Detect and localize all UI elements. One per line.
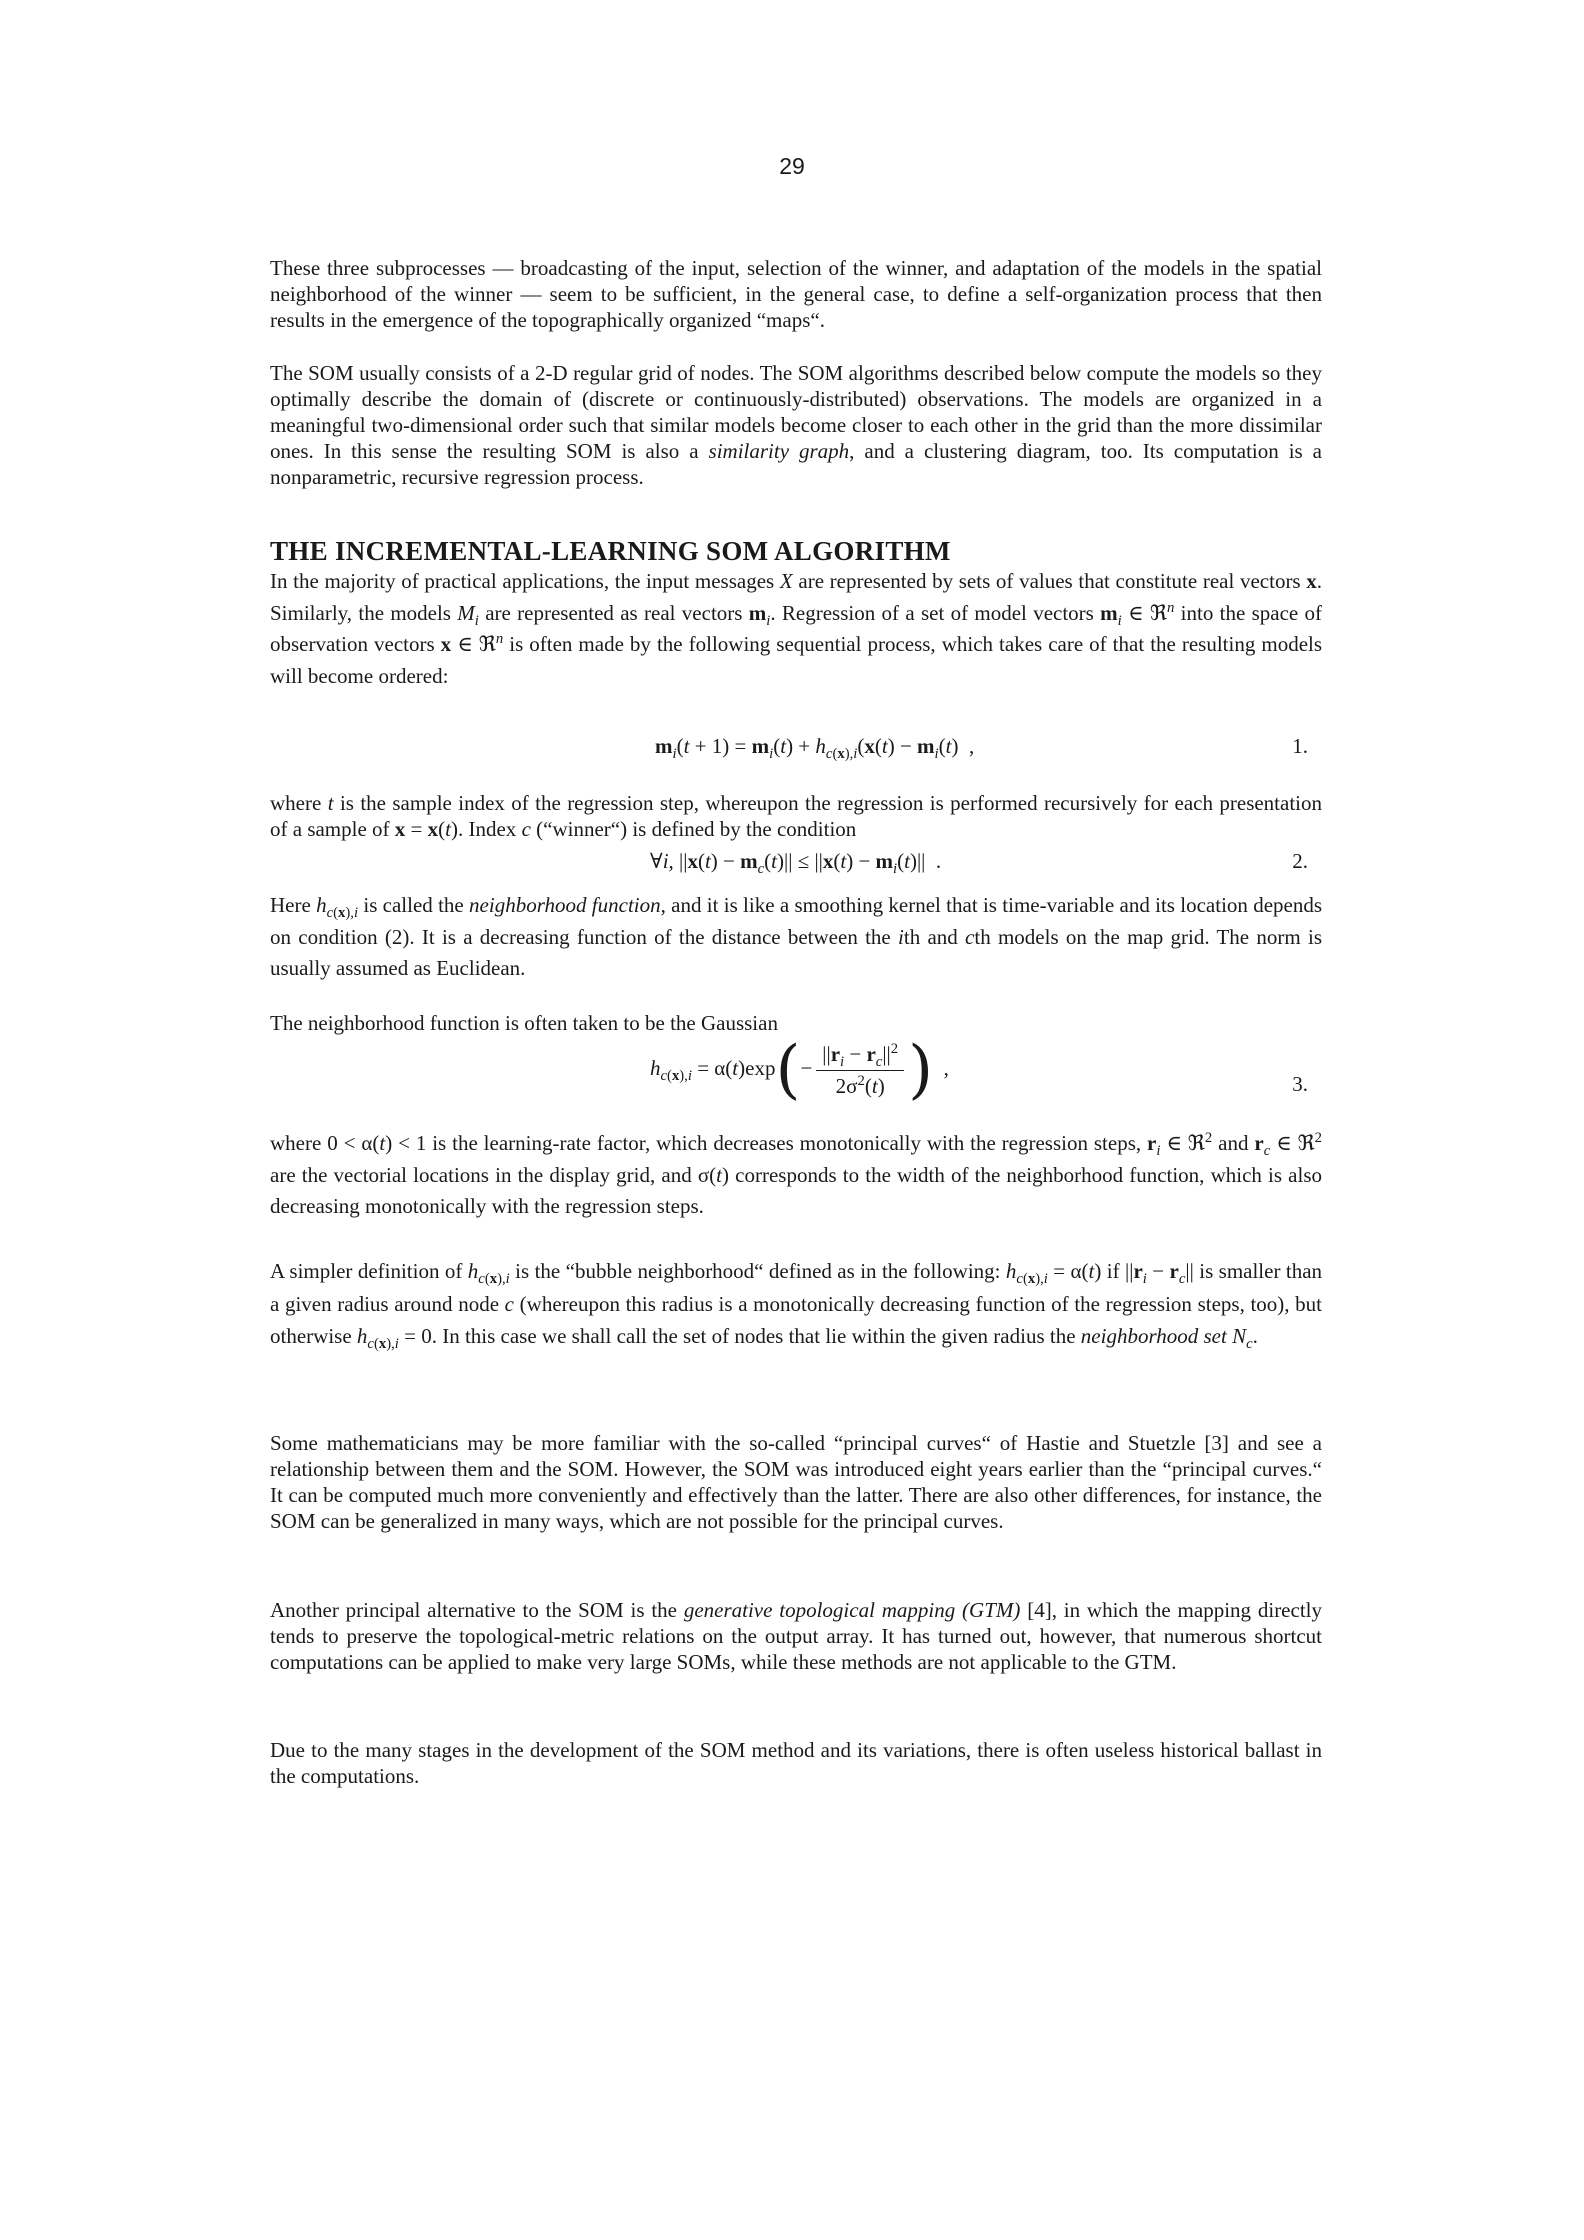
equation-2-formula: ∀i, $||x(t) - m_c(t)|| \le ||x(t) - m_i(t)||$ . [650, 849, 942, 878]
paragraph-text: In the majority of practical applications, the input messages X are represented by sets of values that constitute real vectors x. Similarly, the models $M_i$ are represented as real vectors $m_i$. Regression of a set of model vectors $m_i$ ∈ ℜ$^n$ into the space of observation vectors x ∈ ℜ$^n$ is often made by the following sequential process, which takes care of that the resulting models will become ordered: [270, 569, 1323, 688]
paragraph-sample-index [270, 790, 1322, 842]
paragraph-text: The neighborhood function is often taken to be the Gaussian [270, 1011, 778, 1035]
equation-1 [270, 733, 1322, 773]
section-heading: THE INCREMENTAL-LEARNING SOM ALGORITHM [270, 536, 951, 566]
paragraph-som-grid [270, 360, 1322, 490]
paragraph-text: These three subprocesses — broadcasting of the input, selection of the winner, and adaptation of the models in the spatial neighborhood of the winner — seem to be sufficient, in the general case, to define a self-organization process that then results in the emergence of the topographically organized “maps“. [270, 256, 1322, 333]
paragraph-gtm [270, 1597, 1322, 1675]
paragraph-principal-curves [270, 1430, 1322, 1534]
paragraph-text: Here $h_{c(x),i}$ is called the neighborhood function, and it is like a smoothing kernel that is time-variable and its location depends on condition (2). It is a decreasing function of the distance between the ith and cth models on the map grid. The norm is usually assumed as Euclidean. [270, 893, 1323, 980]
paragraph-bubble-neighborhood [270, 1255, 1322, 1353]
paragraph-text: Some mathematicians may be more familiar with the so-called “principal curves“ of Hastie and Stuetzle [3] and see a relationship between them and the SOM. However, the SOM was introduced eight years earlier than the “principal curves.“ It can be computed much more conveniently and effectively than the latter. There are also other differences, for instance, the SOM can be generalized in many ways, which are not possible for the principal curves. [270, 1431, 1322, 1534]
equation-3-formula: $h_{c(x),i} = \alpha(t)\exp(-$ $\frac{||r_i - r_c||^2}{2\sigma^2(t)}$ ) , [650, 1033, 949, 1107]
paragraph-input-messages [270, 566, 1322, 692]
paragraph-historical-ballast [270, 1737, 1322, 1789]
equation-2-number: 2. [1292, 849, 1308, 873]
equation-1-formula: $m_i(t + 1) = m_i(t) + h_{c(x),i}(x(t) - m_i(t)$ , [655, 734, 975, 763]
paragraph-neighborhood-function [270, 890, 1322, 985]
equation-3-number: 3. [1292, 1072, 1308, 1096]
paragraph-text: A simpler definition of $h_{c(x),i}$ is the “bubble neighborhood“ defined as in the following: $h_{c(x),i} = \alpha(t)$ if $||r_i - r_c||$ is smaller than a given radius around node c (whereupon this radius is a monotonically decreasing function of the regression steps, too), but otherwise $h_{c(x),i} = 0$. In this case we shall call the set of nodes that lie within the given radius the neighborhood set $N_c$. [270, 1259, 1323, 1353]
page-number: 29 [779, 153, 805, 179]
paragraph-learning-rate [270, 1128, 1322, 1223]
equation-2 [270, 848, 1322, 888]
paragraph-text: The SOM usually consists of a 2-D regular grid of nodes. The SOM algorithms described below compute the models so they optimally describe the domain of (discrete or continuously-distributed) observations. The models are organized in a meaningful two-dimensional order such that similar models become closer to each other in the grid than the more dissimilar ones. In this sense the resulting SOM is also a similarity graph, and a clustering diagram, too. Its computation is a nonparametric, recursive regression process. [270, 361, 1322, 490]
paragraph-text: where 0 < α(t) < 1 is the learning-rate factor, which decreases monotonically with the regression steps, $r_i$ ∈ ℜ$^2$ and $r_c$ ∈ ℜ$^2$ are the vectorial locations in the display grid, and σ(t) corresponds to the width of the neighborhood function, which is also decreasing monotonically with the regression steps. [270, 1130, 1323, 1218]
equation-3 [270, 1033, 1322, 1128]
equation-1-number: 1. [1292, 734, 1308, 758]
paragraph-text: Another principal alternative to the SOM is the generative topological mapping (GTM) [4], in which the mapping directly tends to preserve the topological-metric relations on the output array. It has turned out, however, that numerous shortcut computations can be applied to make very large SOMs, while these methods are not applicable to the GTM. [270, 1598, 1322, 1675]
paragraph-subprocesses [270, 255, 1322, 333]
paragraph-text: where t is the sample index of the regression step, whereupon the regression is performed recursively for each presentation of a sample of x = x(t). Index c (“winner“) is defined by the condition [270, 791, 1323, 842]
paragraph-text: Due to the many stages in the development of the SOM method and its variations, there is often useless historical ballast in the computations. [270, 1738, 1322, 1789]
